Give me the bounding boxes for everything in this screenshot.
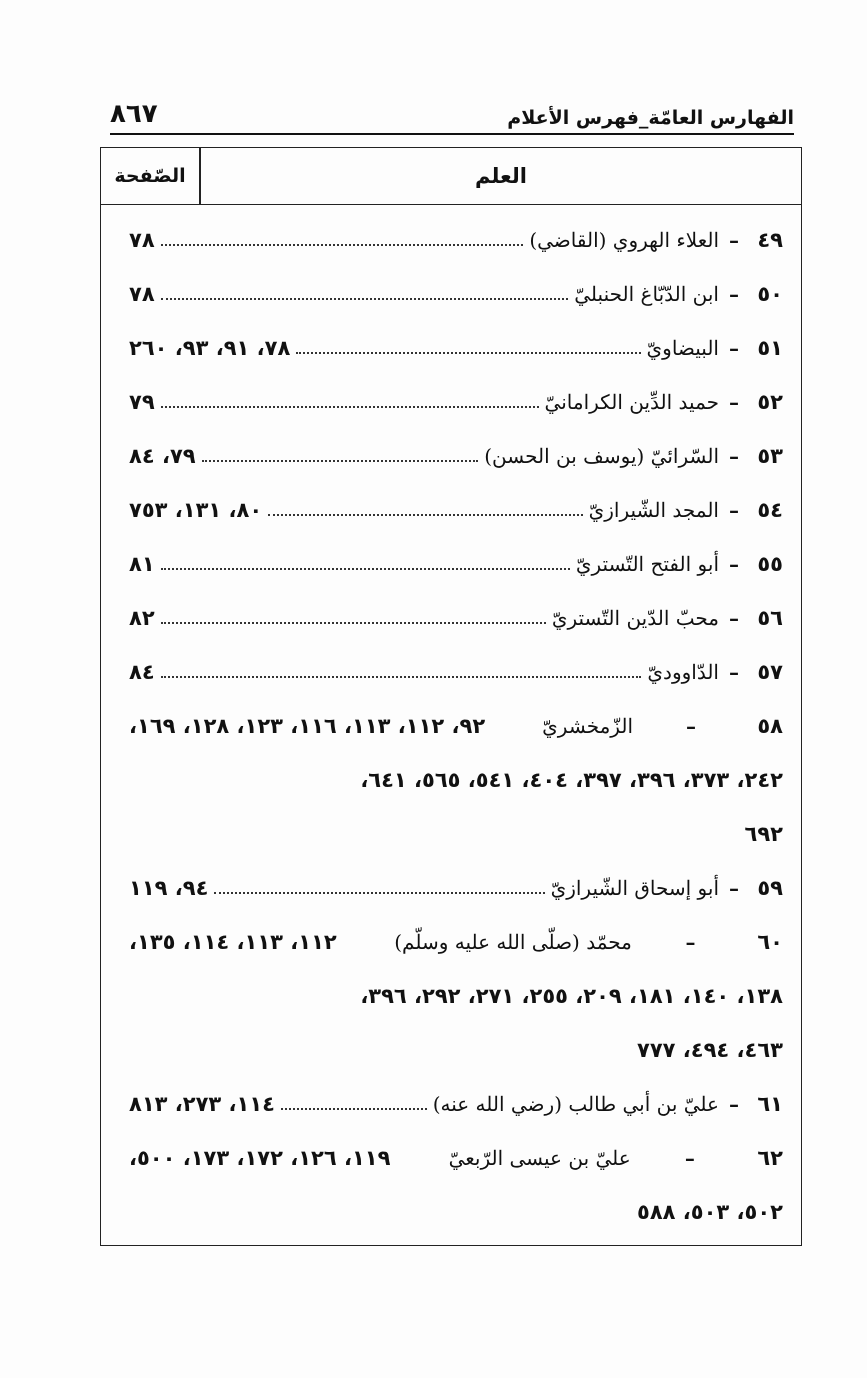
index-entry	[129, 537, 783, 591]
entry-name: حميد الدِّين الكرامانيّ	[544, 390, 719, 414]
entry-dash: –	[729, 228, 739, 252]
entry-dash: –	[686, 714, 696, 738]
entry-dash: –	[729, 606, 739, 630]
dot-leader	[268, 514, 582, 516]
dot-leader	[161, 622, 546, 624]
index-entry	[129, 1131, 783, 1239]
index-entry	[129, 1077, 783, 1131]
entry-name: العلاء الهروي (القاضي)	[529, 228, 719, 252]
dot-leader	[161, 676, 642, 678]
index-entry	[129, 861, 783, 915]
entry-line	[129, 861, 783, 915]
entry-name: أبو الفتح التّستريّ	[575, 552, 719, 576]
entry-number: ٦٠	[757, 930, 783, 954]
entry-number: ٥٣	[757, 444, 783, 468]
entry-number: ٥٧	[757, 660, 783, 684]
entry-number: ٥٤	[757, 498, 783, 522]
entry-name: ابن الدّبّاغ الحنبليّ	[574, 282, 719, 306]
entry-number: ٤٩	[757, 228, 783, 252]
entry-pages: ٨١	[129, 552, 155, 576]
entry-pages: ٧٨، ٩١، ٩٣، ٢٦٠	[129, 336, 291, 360]
entry-name: محمّد (صلّى الله عليه وسلّم)	[394, 930, 632, 954]
index-entry	[129, 213, 783, 267]
entry-dash: –	[729, 498, 739, 522]
entry-dash: –	[684, 1146, 695, 1170]
entry-line	[129, 537, 783, 591]
entry-continuation	[129, 807, 783, 861]
entry-dash: –	[685, 930, 696, 954]
dot-leader	[161, 406, 539, 408]
entry-number: ٥٦	[757, 606, 783, 630]
dot-leader	[161, 298, 569, 300]
section-title: الفهارس العامّة_فهرس الأعلام	[507, 107, 794, 129]
entry-line	[129, 375, 783, 429]
index-entry	[129, 429, 783, 483]
index-entry	[129, 915, 783, 1077]
entry-pages: ٩٢، ١١٢، ١١٣، ١١٦، ١٢٣، ١٢٨، ١٦٩،	[129, 714, 486, 738]
entry-continuation-pages: ٤٦٣، ٤٩٤، ٧٧٧	[637, 1038, 783, 1062]
entry-pages: ١١٢، ١١٣، ١١٤، ١٣٥،	[129, 930, 337, 954]
dot-leader	[281, 1108, 427, 1110]
index-table	[100, 147, 802, 1246]
entry-continuation	[129, 1023, 783, 1077]
entry-line	[129, 1131, 783, 1185]
entry-name: عليّ بن عيسى الرّبعيّ	[448, 1146, 631, 1170]
entry-number: ٥٨	[757, 714, 783, 738]
entry-continuation	[129, 1185, 783, 1239]
dot-leader	[214, 892, 544, 894]
entry-pages: ٨٠، ١٣١، ٧٥٣	[129, 498, 263, 522]
entry-line	[129, 699, 783, 753]
entry-number: ٦٢	[757, 1146, 783, 1170]
name-column-header: العلم	[475, 164, 527, 188]
index-entry	[129, 375, 783, 429]
entry-dash: –	[729, 444, 739, 468]
entry-line	[129, 1077, 783, 1131]
entry-continuation-pages: ٢٤٢، ٣٧٣، ٣٩٦، ٣٩٧، ٤٠٤، ٥٤١، ٥٦٥، ٦٤١،	[360, 768, 783, 792]
entry-pages: ٩٤، ١١٩	[129, 876, 209, 900]
entry-pages: ١١٩، ١٢٦، ١٧٢، ١٧٣، ٥٠٠،	[129, 1146, 391, 1170]
entry-line	[129, 591, 783, 645]
entry-dash: –	[729, 876, 739, 900]
entry-line	[129, 645, 783, 699]
entry-pages: ٨٢	[129, 606, 155, 630]
entry-pages: ٧٨	[129, 282, 155, 306]
entry-number: ٥٩	[757, 876, 783, 900]
entry-name: المجد الشّيرازيّ	[588, 498, 719, 522]
entry-pages: ٧٩	[129, 390, 155, 414]
table-header	[101, 148, 801, 205]
entry-number: ٥٠	[757, 282, 783, 306]
entry-dash: –	[729, 282, 739, 306]
entry-number: ٥٥	[757, 552, 783, 576]
entry-dash: –	[729, 1092, 739, 1116]
entry-line	[129, 267, 783, 321]
entry-number: ٥١	[757, 336, 783, 360]
entry-dash: –	[729, 660, 739, 684]
entry-line	[129, 213, 783, 267]
entry-name: محبّ الدّين التّستريّ	[551, 606, 719, 630]
entry-continuation-pages: ٦٩٢	[744, 822, 783, 846]
entry-pages: ١١٤، ٢٧٣، ٨١٣	[129, 1092, 275, 1116]
entry-number: ٦١	[757, 1092, 783, 1116]
entry-dash: –	[729, 390, 739, 414]
entry-number: ٥٢	[757, 390, 783, 414]
entry-name: الدّاووديّ	[647, 660, 719, 684]
entry-name: البيضاويّ	[646, 336, 719, 360]
index-entry	[129, 483, 783, 537]
entry-dash: –	[729, 336, 739, 360]
entry-continuation-pages: ١٣٨، ١٤٠، ١٨١، ٢٠٩، ٢٥٥، ٢٧١، ٢٩٢، ٣٩٦،	[360, 984, 783, 1008]
entry-line	[129, 915, 783, 969]
index-entry	[129, 645, 783, 699]
entry-name: الزّمخشريّ	[542, 714, 633, 738]
entry-line	[129, 483, 783, 537]
entry-continuation-pages: ٥٠٢، ٥٠٣، ٥٨٨	[637, 1200, 783, 1224]
entry-continuation	[129, 753, 783, 807]
dot-leader	[202, 460, 479, 462]
page-column-header: الصّفحة	[114, 165, 186, 187]
index-entry	[129, 591, 783, 645]
dot-leader	[161, 568, 570, 570]
index-entry	[129, 321, 783, 375]
entry-line	[129, 429, 783, 483]
entry-pages: ٧٨	[129, 228, 155, 252]
entry-name: السّرائيّ (يوسف بن الحسن)	[484, 444, 719, 468]
dot-leader	[296, 352, 640, 354]
entry-name: عليّ بن أبي طالب (رضي الله عنه)	[432, 1092, 719, 1116]
entry-pages: ٧٩، ٨٤	[129, 444, 196, 468]
entry-name: أبو إسحاق الشّيرازيّ	[550, 876, 719, 900]
index-entry	[129, 699, 783, 861]
dot-leader	[161, 244, 524, 246]
running-head	[110, 95, 794, 135]
entry-pages: ٨٤	[129, 660, 155, 684]
page-number: ٨٦٧	[110, 99, 158, 129]
entry-continuation	[129, 969, 783, 1023]
entry-line	[129, 321, 783, 375]
entry-dash: –	[729, 552, 739, 576]
index-entry	[129, 267, 783, 321]
